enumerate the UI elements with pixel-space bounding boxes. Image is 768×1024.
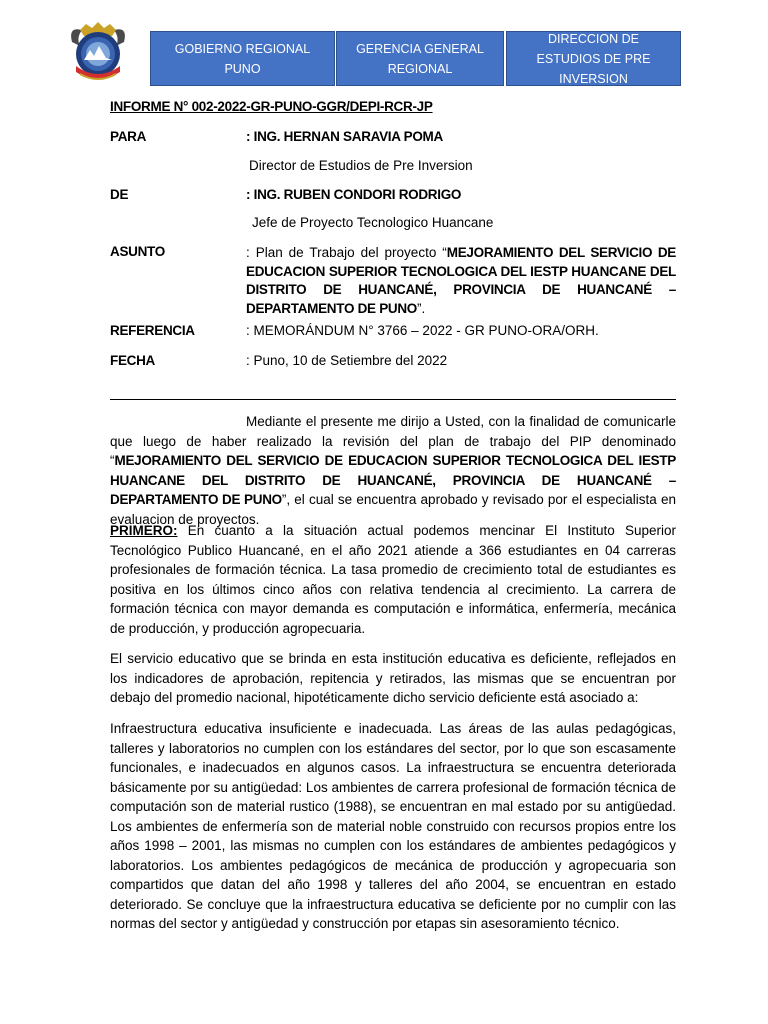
para-label: PARA (110, 129, 147, 144)
asunto-project-name: MEJORAMIENTO DEL SERVICIO DE EDUCACION SUPERIOR TECNOLOGICA DEL IESTP HUANCANE DEL DISTRITO DE HUANCANÉ, PROVINCIA DE HUANCANÉ – DEPARTAMENTO DE PUNO (246, 245, 676, 316)
de-label: DE (110, 187, 129, 202)
header-box-direccion: DIRECCION DE ESTUDIOS DE PRE INVERSION (506, 31, 681, 86)
header-box-gobierno: GOBIERNO REGIONAL PUNO (150, 31, 335, 86)
asunto-suffix: ”. (417, 300, 426, 316)
de-value: : ING. RUBEN CONDORI RODRIGO (246, 187, 462, 202)
intro-end: ”, el cual se encuentra aprobado y revisado por el especialista en evaluacion de proyectos. (110, 492, 676, 527)
de-subtitle: Jefe de Proyecto Tecnologico Huancane (252, 215, 494, 230)
referencia-label: REFERENCIA (110, 323, 195, 338)
servicio-paragraph: El servicio educativo que se brinda en esta institución educativa es deficiente, reflejados en los indicadores de aprobación, repitencia y retirados, las mismas que se encuentran por debajo del promedio nacional, hipotéticamente dicho servicio deficiente está asociado a: (110, 651, 676, 705)
infraestructura-paragraph: Infraestructura educativa insuficiente e inadecuada. Las áreas de las aulas pedagógicas, talleres y laboratorios no cumplen con los estándares del sector, por lo que son escasamente funcionales, e inadecuados en algunos casos. La infraestructura se encuentra deteriorada básicamente por su antigüedad: Los ambientes de carrera profesional de formación técnica de computación son de material rustico (1988), se encuentran en mal estado por su antigüedad. Los ambientes de enfermería son de material noble construido con recursos propios entre los años 1998 – 2001, las mismas no cumplen con los estándares de ambientes pedagógicos y laboratorios. Los ambientes pedagógicos de mecánica de producción y agropecuaria son compartidos que datan del año 1998 y talleres del año 2004, se encuentran en estado deteriorado. Se concluye que la infraestructura educativa se deficiente por no cumplir con las normas del sector y antigüedad y construcción por etapas sin asesoramiento técnico. (110, 721, 676, 931)
letterhead (0, 0, 768, 100)
intro-project-name: MEJORAMIENTO DEL SERVICIO DE EDUCACION SUPERIOR TECNOLOGICA DEL IESTP HUANCANE DEL DISTRITO DE HUANCANÉ, PROVINCIA DE HUANCANÉ – DEPARTAMENTO DE PUNO (110, 453, 676, 507)
asunto-label: ASUNTO (110, 244, 165, 259)
divider-line (110, 399, 676, 400)
regional-government-logo (66, 20, 130, 90)
para-subtitle: Director de Estudios de Pre Inversion (249, 158, 473, 173)
fecha-value: : Puno, 10 de Setiembre del 2022 (246, 353, 448, 368)
para-value: : ING. HERNAN SARAVIA POMA (246, 129, 443, 144)
primero-text: En cuanto a la situación actual podemos mencinar El Instituto Superior Tecnológico Publico Huancané, en el año 2021 atiende a 366 estudiantes en 04 carreras profesionales de formación técnica. La tasa promedio de crecimiento total de estudiantes es positiva en los últimos cinco años con relativa tendencia al crecimiento. La carrera de formación técnica con mayor demanda es computación e informática, enfermería, mecánica de producción, y producción agropecuaria. (110, 523, 676, 636)
fecha-label: FECHA (110, 353, 155, 368)
primero-label: PRIMERO: (110, 523, 178, 538)
report-title: INFORME N° 002-2022-GR-PUNO-GGR/DEPI-RCR-JP (110, 99, 433, 114)
header-box-gerencia: GERENCIA GENERAL REGIONAL (336, 31, 504, 86)
intro-text: Mediante el presente me dirijo a Usted, con la finalidad de comunicarle que luego de haber realizado la revisión del plan de trabajo del PIP denominado “ (110, 414, 676, 468)
asunto-value (246, 244, 676, 318)
intro-paragraph (110, 412, 676, 529)
primero-paragraph (110, 521, 676, 638)
referencia-value: : MEMORÁNDUM N° 3766 – 2022 - GR PUNO-ORA/ORH. (246, 323, 599, 338)
asunto-prefix: : Plan de Trabajo del proyecto “ (246, 245, 447, 260)
